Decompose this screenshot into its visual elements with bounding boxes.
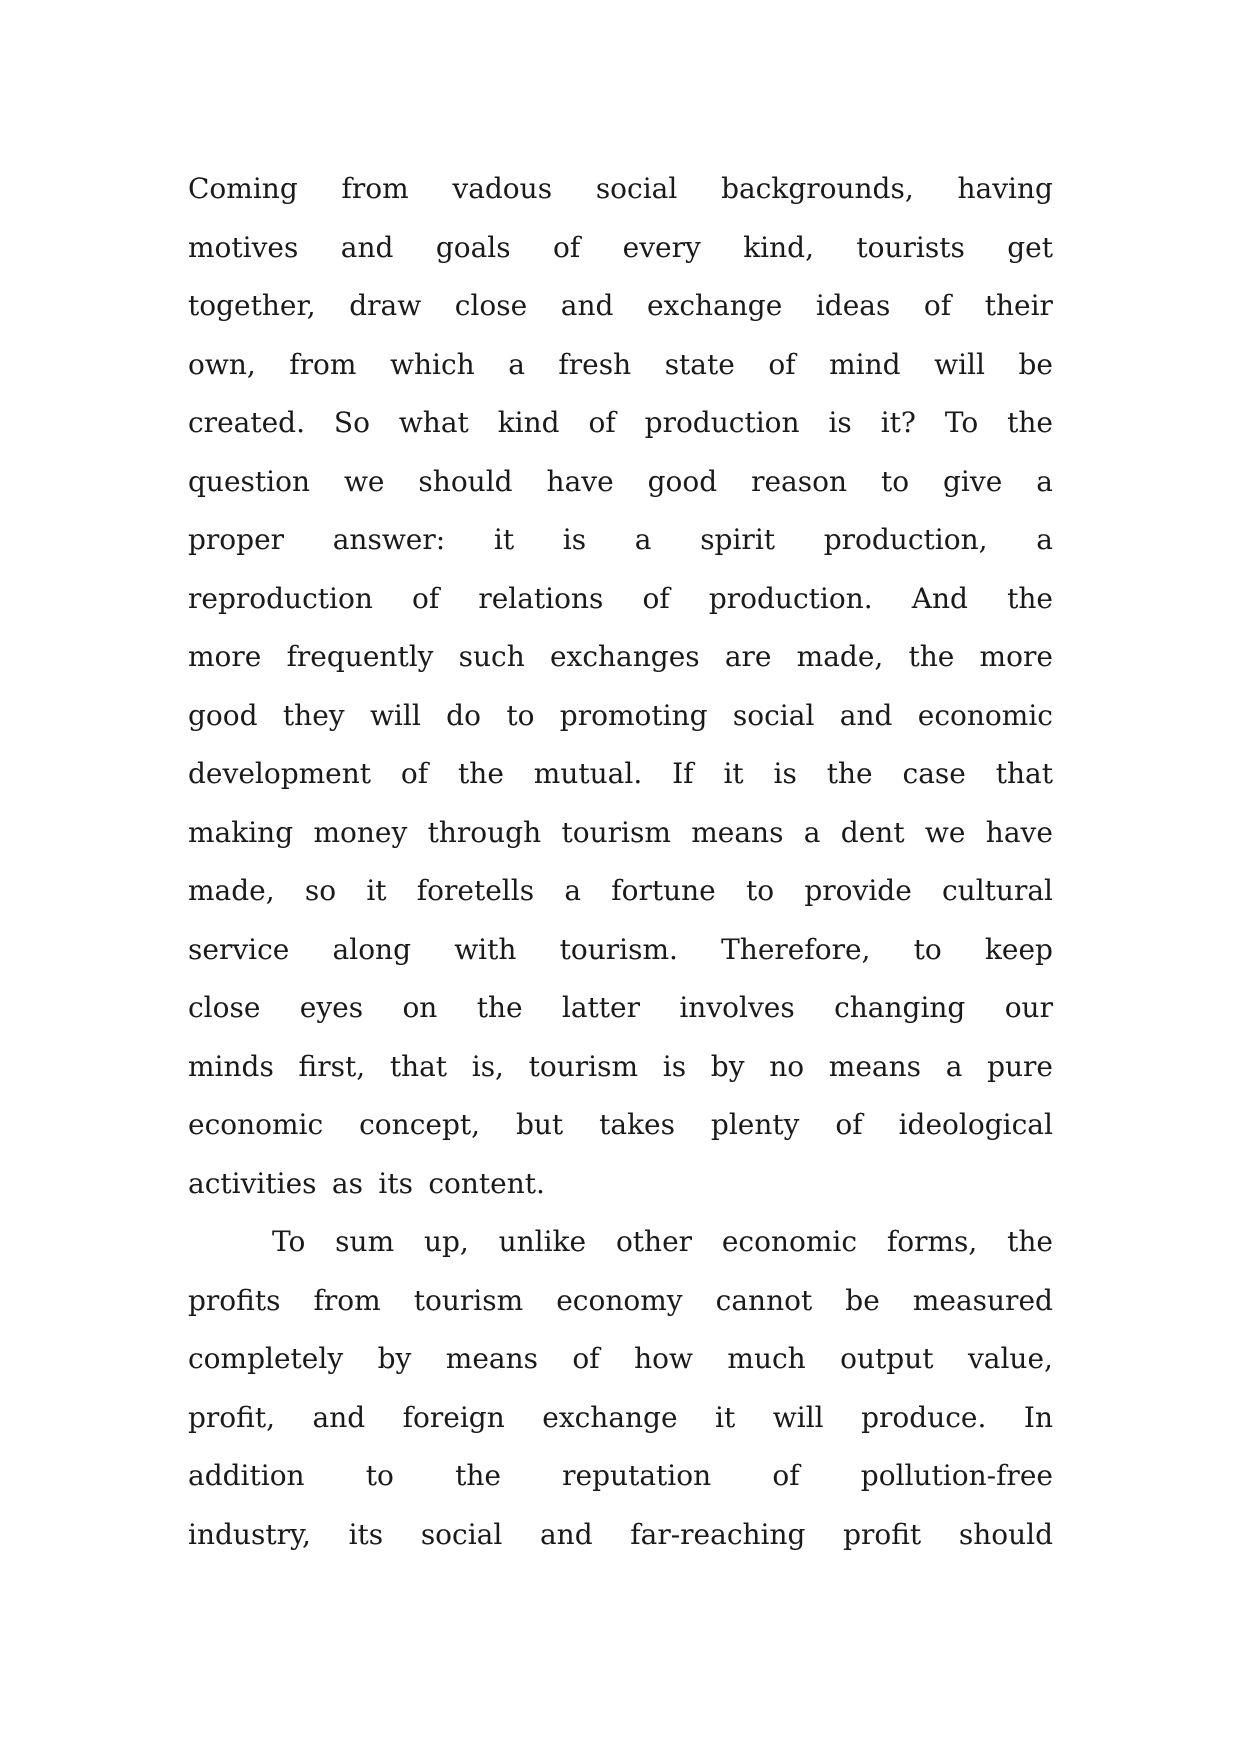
word: close [188, 991, 261, 1024]
text-line [188, 687, 1053, 746]
word: first, [298, 1049, 366, 1083]
word: more [979, 640, 1053, 673]
text-line [188, 570, 1053, 629]
word: promoting [559, 698, 708, 732]
text-line [188, 511, 1053, 570]
word: money [313, 815, 408, 849]
word: be [845, 1283, 880, 1317]
word: it [493, 523, 515, 556]
word: mutual. [533, 757, 643, 790]
word: spirit [700, 523, 776, 556]
word: latter [561, 991, 640, 1024]
word: pure [987, 1049, 1053, 1083]
word: exchange [646, 289, 783, 322]
word: and [539, 1517, 593, 1551]
word: made, [188, 874, 275, 907]
word: of [923, 289, 952, 322]
word: is, [471, 1049, 504, 1083]
word: should [418, 464, 513, 498]
text-line [188, 979, 1053, 1038]
word: of [572, 1342, 600, 1375]
word: the [476, 991, 523, 1024]
word: kind, [743, 230, 814, 264]
word: of [553, 230, 581, 264]
word: get [1007, 230, 1053, 264]
word: a [564, 874, 582, 907]
word: a [803, 815, 821, 849]
word: and [312, 1400, 366, 1434]
word: other [615, 1225, 693, 1258]
word: should [958, 1517, 1053, 1551]
word: from [313, 1283, 381, 1317]
word: their [984, 289, 1053, 322]
word: on [402, 991, 438, 1024]
word: be [1018, 347, 1053, 381]
word: state [664, 347, 735, 381]
word: the [1007, 406, 1053, 439]
word: profits [188, 1283, 281, 1317]
word: completely [188, 1342, 344, 1375]
word: created. [188, 406, 305, 439]
word: To [944, 406, 979, 439]
text-line [188, 277, 1053, 336]
word: what [398, 406, 469, 439]
word: so [304, 874, 337, 907]
word: the [1007, 1225, 1053, 1258]
word: fortune [611, 874, 716, 907]
word: industry, [188, 1517, 311, 1551]
word: of [588, 406, 616, 439]
word: unlike [498, 1225, 587, 1258]
word: foreign [402, 1400, 505, 1434]
word: give [943, 464, 1003, 498]
word: by [377, 1342, 412, 1375]
word: through [427, 815, 542, 849]
word: it? [880, 406, 916, 439]
word: close [454, 289, 528, 322]
word: of [835, 1108, 863, 1141]
word: are [724, 640, 772, 673]
word: means [691, 815, 784, 849]
word: is [828, 406, 852, 439]
word: far-reaching [630, 1517, 806, 1551]
word: fresh [558, 347, 632, 381]
word: together, [188, 289, 316, 322]
word: having [957, 172, 1053, 205]
word: relations [478, 581, 604, 615]
word: a [508, 347, 525, 381]
word: we [924, 815, 966, 849]
word: of [411, 581, 440, 615]
word: sum [335, 1225, 395, 1258]
word: Therefore, [721, 932, 871, 966]
word: development [188, 757, 372, 790]
word: eyes [299, 991, 364, 1024]
word: to [506, 698, 535, 732]
word: the [1007, 581, 1053, 615]
word: is [662, 1049, 687, 1083]
text-line [188, 1038, 1053, 1097]
word: a [945, 1049, 963, 1083]
word: will [772, 1400, 824, 1434]
text-line [188, 628, 1053, 687]
word: is [562, 523, 587, 556]
word: its [378, 1166, 413, 1200]
word: it [715, 1400, 736, 1434]
word: making [188, 815, 294, 849]
word: plenty [710, 1108, 800, 1141]
word: profit [843, 1517, 922, 1551]
word: but [515, 1108, 564, 1141]
word: the [908, 640, 955, 673]
word: value, [967, 1342, 1053, 1375]
word: is [773, 757, 797, 790]
word: dent [840, 815, 905, 849]
text-line [188, 1272, 1053, 1331]
word: foretells [416, 874, 535, 907]
text-line [188, 862, 1053, 921]
word: backgrounds, [721, 172, 914, 205]
word: social [420, 1517, 503, 1551]
word: have [985, 815, 1053, 849]
paragraph [188, 160, 1053, 1213]
body-text [188, 160, 1053, 1564]
word: Coming [188, 172, 298, 205]
word: a [1036, 523, 1053, 556]
word: And [911, 581, 968, 615]
word: production, [823, 523, 988, 556]
word: So [333, 406, 370, 439]
word: profit, [188, 1400, 275, 1434]
word: of [400, 757, 429, 790]
word: reputation [562, 1459, 712, 1492]
word: how [634, 1342, 693, 1375]
word: tourism [561, 815, 671, 849]
word: up, [423, 1225, 469, 1258]
word: the [826, 757, 873, 790]
word: more [188, 640, 262, 673]
word: they [282, 698, 345, 732]
text-line [188, 1213, 1053, 1272]
word: tourism [413, 1283, 524, 1317]
word: social [595, 172, 678, 205]
word: by [710, 1049, 745, 1083]
word: activities [188, 1166, 317, 1200]
word: economy [556, 1283, 683, 1317]
word: the [455, 1459, 501, 1492]
word: motives [188, 230, 299, 264]
word: do [446, 698, 481, 732]
word: answer: [332, 523, 446, 556]
word: to [365, 1459, 394, 1492]
word: a [1036, 464, 1053, 498]
word: proper [188, 523, 285, 556]
word: content. [428, 1166, 545, 1200]
word: to [913, 932, 942, 966]
word: If [672, 757, 694, 790]
word: pollution-free [860, 1459, 1053, 1492]
text-line [188, 160, 1053, 219]
word: mind [829, 347, 901, 381]
word: provide [804, 874, 912, 907]
word: service [188, 932, 290, 966]
text-line [188, 745, 1053, 804]
word: that [995, 757, 1053, 790]
word: keep [984, 932, 1053, 966]
word: from [341, 172, 409, 205]
word: output [840, 1342, 934, 1375]
text-line [188, 1096, 1053, 1155]
paragraph [188, 1213, 1053, 1564]
word: no [769, 1049, 805, 1083]
word: economic [188, 1108, 324, 1141]
text-line [188, 219, 1053, 278]
text-line [188, 453, 1053, 512]
word: the [458, 757, 504, 790]
word: social [732, 698, 815, 732]
word: frequently [286, 640, 434, 673]
word: tourism [528, 1049, 639, 1083]
word: its [348, 1517, 384, 1551]
word: cultural [942, 874, 1053, 907]
word: economic [917, 698, 1053, 732]
word: of [768, 347, 796, 381]
text-line [188, 1506, 1053, 1565]
word: minds [188, 1049, 274, 1083]
word: means [445, 1342, 538, 1375]
text-line [188, 336, 1053, 395]
text-line [188, 804, 1053, 863]
word: kind [497, 406, 560, 439]
word: case [902, 757, 966, 790]
word: we [343, 464, 385, 498]
word: of [772, 1459, 800, 1492]
word: along [332, 932, 412, 966]
word: question [188, 464, 310, 498]
word: production [644, 406, 800, 439]
word: draw [349, 289, 422, 322]
word: made, [796, 640, 884, 673]
text-line [188, 1389, 1053, 1448]
word: production. [708, 581, 873, 615]
word: means [828, 1049, 921, 1083]
word: In [1023, 1400, 1053, 1434]
word: tourism. [559, 932, 678, 966]
word: our [1004, 991, 1053, 1024]
word: concept, [359, 1108, 481, 1141]
text-line [188, 1155, 1053, 1214]
word: To [272, 1225, 306, 1258]
word: tourists [856, 230, 965, 264]
word: changing [834, 991, 966, 1024]
word: exchanges [549, 640, 700, 673]
word: economic [721, 1225, 858, 1258]
word: a [634, 523, 652, 556]
word: and [560, 289, 614, 322]
word: that [389, 1049, 448, 1083]
word: with [454, 932, 517, 966]
word: to [745, 874, 775, 907]
word: takes [599, 1108, 675, 1141]
word: it [366, 874, 387, 907]
word: it [723, 757, 744, 790]
word: as [331, 1166, 363, 1200]
word: own, [188, 347, 256, 381]
word: measured [912, 1283, 1053, 1317]
word: forms, [886, 1225, 978, 1258]
word: vadous [452, 172, 553, 205]
word: such [458, 640, 525, 673]
word: reproduction [188, 581, 373, 615]
word: from [289, 347, 357, 381]
word: ideas [815, 289, 891, 322]
word: will [369, 698, 421, 732]
word: addition [188, 1459, 305, 1492]
word: much [727, 1342, 806, 1375]
text-line [188, 921, 1053, 980]
word: to [880, 464, 910, 498]
word: have [546, 464, 614, 498]
word: good [647, 464, 718, 498]
word: good [188, 698, 258, 732]
word: of [642, 581, 670, 615]
text-line [188, 1447, 1053, 1506]
text-line [188, 394, 1053, 453]
word: cannot [715, 1283, 813, 1317]
word: goals [435, 230, 511, 264]
word: and [340, 230, 394, 264]
word: and [839, 698, 893, 732]
text-line [188, 1330, 1053, 1389]
word: will [934, 347, 985, 381]
word: exchange [542, 1400, 678, 1434]
word: involves [679, 991, 795, 1024]
word: reason [751, 464, 848, 498]
word: ideological [898, 1108, 1053, 1141]
word: every [622, 230, 701, 264]
word: which [389, 347, 475, 381]
word: produce. [861, 1400, 987, 1434]
